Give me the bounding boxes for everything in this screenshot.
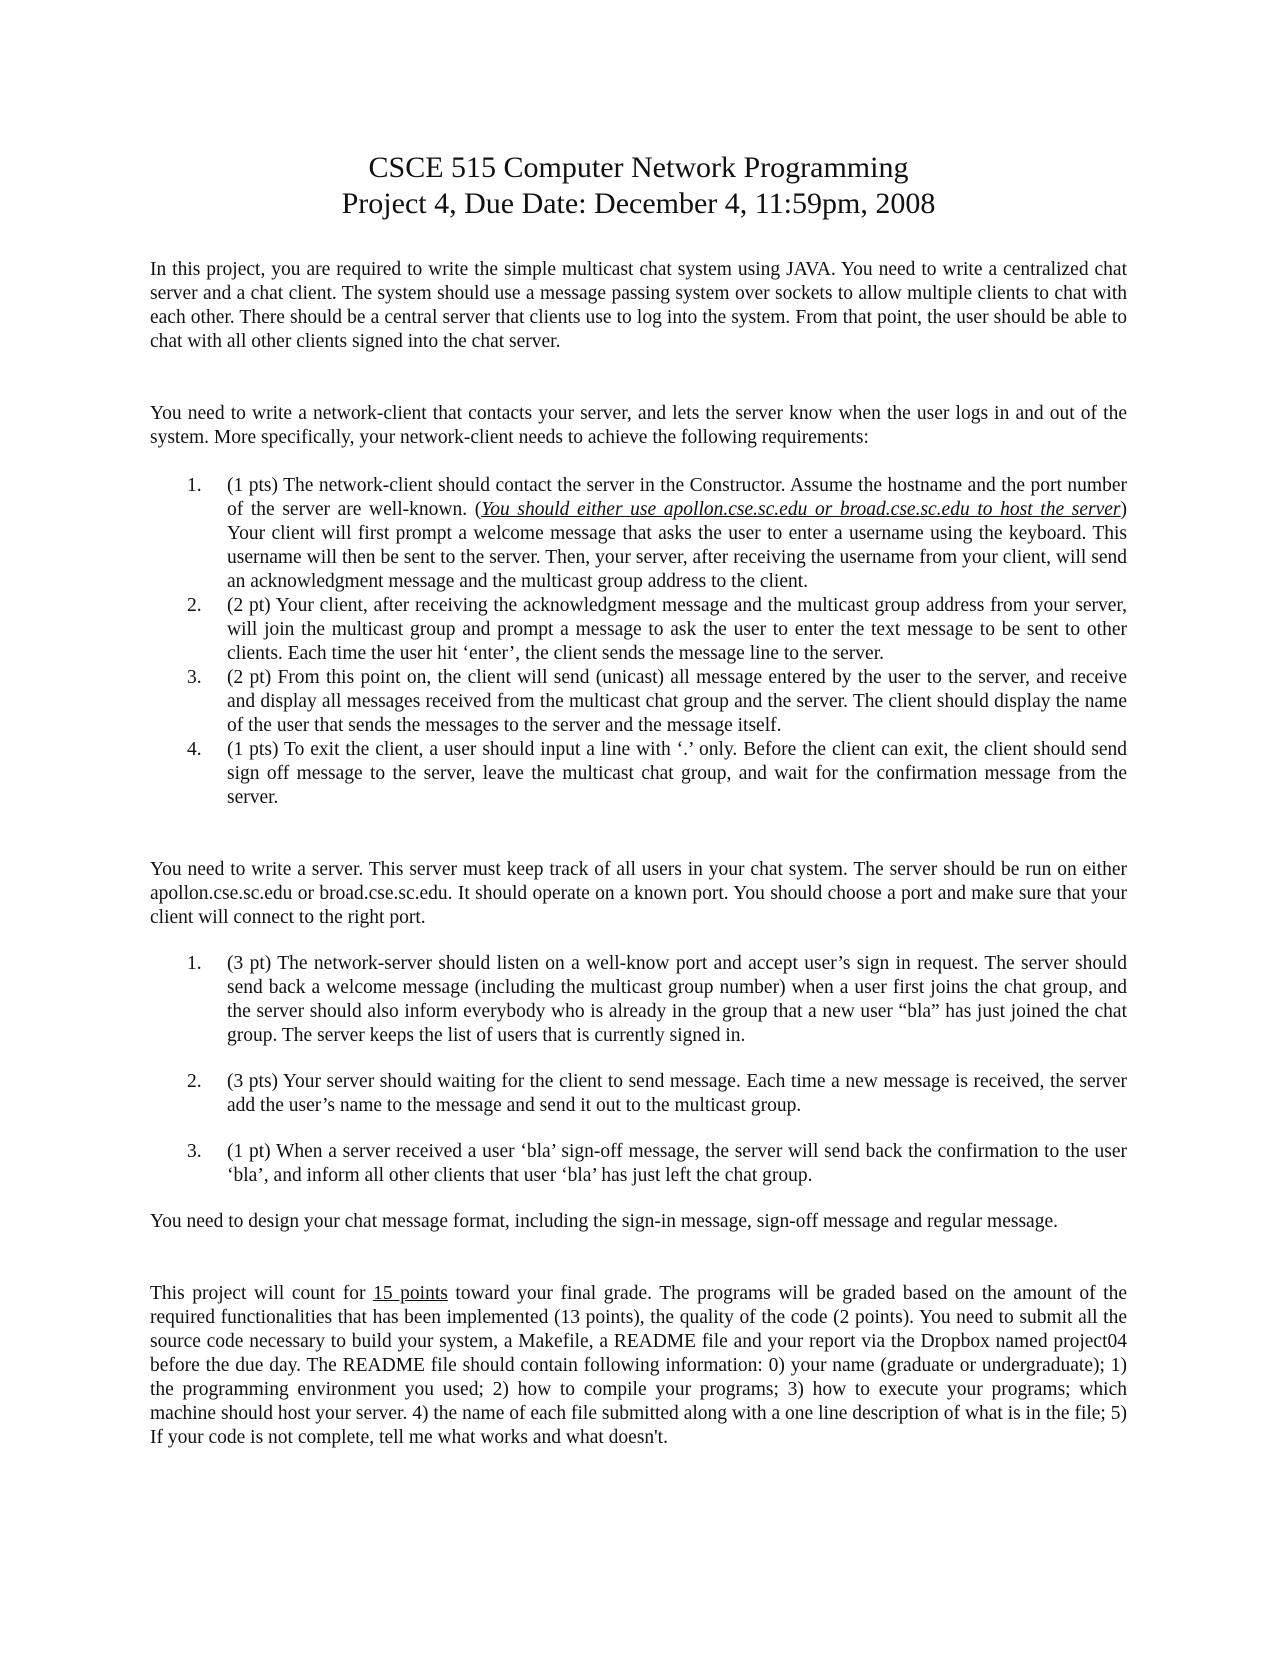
grading-paragraph <box>150 1282 1127 1450</box>
document-page <box>150 150 1127 1450</box>
grading-text-start: This project will count for <box>150 1283 374 1304</box>
list-number: 3. <box>187 667 202 688</box>
list-number: 1. <box>187 475 202 496</box>
list-item <box>150 474 1127 594</box>
list-item <box>150 666 1127 738</box>
requirement-text-start: (1 pts) The network-client should contact the server in the Constructor. Assume the hostname and the port number of the server are well-known. ( <box>227 475 1127 520</box>
document-title <box>150 150 1127 222</box>
server-requirements-list <box>150 952 1127 1188</box>
list-number: 2. <box>187 595 202 616</box>
project-due-date: Project 4, Due Date: December 4, 11:59pm, 2008 <box>341 187 936 220</box>
list-item <box>150 952 1127 1048</box>
client-intro-paragraph: You need to write a network-client that contacts your server, and lets the server know when the user logs in and out of the system. More specifically, your network-client needs to achieve the following requirements: <box>150 403 1127 448</box>
grading-text-end: toward your final grade. The programs will be graded based on the amount of the required functionalities that has been implemented (13 points), the quality of the code (2 points). You need to submit all the source code necessary to build your system, a Makefile, a README file and your report via the Dropbox named project04 before the due day. The README file should contain following information: 0) your name (graduate or undergraduate); 1) the programming environment you used; 2) how to compile your programs; 3) how to execute your programs; which machine should host your server. 4) the name of each file submitted along with a one line description of what is in the file; 5) If your code is not complete, tell me what works and what doesn't. <box>150 1283 1127 1448</box>
client-requirements-list <box>150 474 1127 810</box>
list-item <box>150 1140 1127 1188</box>
intro-paragraph: In this project, you are required to write the simple multicast chat system using JAVA. You need to write a centralized chat server and a chat client. The system should use a message passing system over sockets to allow multiple clients to chat with each other. There should be a central server that clients use to log into the system. From that point, the user should be able to chat with all other clients signed into the chat server. <box>150 259 1127 352</box>
list-item <box>150 1070 1127 1118</box>
list-item <box>150 738 1127 810</box>
requirement-text: (1 pt) When a server received a user ‘bla’ sign-off message, the server will send back the confirmation to the user ‘bla’, and inform all other clients that user ‘bla’ has just left the chat group. <box>227 1141 1127 1186</box>
requirement-text: (1 pts) To exit the client, a user should input a line with ‘.’ only. Before the client can exit, the client should send sign off message to the server, leave the multicast chat group, and wait for the confirmation message from the server. <box>227 739 1127 808</box>
grade-points: 15 points <box>373 1283 448 1304</box>
requirement-text: (3 pts) Your server should waiting for the client to send message. Each time a new message is received, the server add the user’s name to the message and send it out to the multicast group. <box>227 1071 1127 1116</box>
host-server-note: You should either use apollon.cse.sc.edu or broad.cse.sc.edu to host the server <box>481 499 1121 520</box>
requirement-text-end: ) Your client will first prompt a welcome message that asks the user to enter a username using the keyboard. This username will then be sent to the server. Then, your server, after receiving the username from your client, will send an acknowledgment message and the multicast group address to the client. <box>227 499 1127 592</box>
requirement-text: (2 pt) From this point on, the client will send (unicast) all message entered by the user to the server, and receive and display all messages received from the multicast chat group and the server. The client should display the name of the user that sends the messages to the server and the message itself. <box>227 667 1127 736</box>
requirement-text: (2 pt) Your client, after receiving the acknowledgment message and the multicast group address from your server, will join the multicast group and prompt a message to ask the user to enter the text message to be sent to other clients. Each time the user hit ‘enter’, the client sends the message line to the server. <box>227 595 1127 664</box>
message-format-paragraph: You need to design your chat message format, including the sign-in message, sign-off message and regular message. <box>150 1211 1058 1232</box>
list-number: 1. <box>187 953 202 974</box>
requirement-text: (3 pt) The network-server should listen on a well-know port and accept user’s sign in request. The server should send back a welcome message (including the multicast group number) when a user first joins the chat group, and the server should also inform everybody who is already in the group that a new user “bla” has just joined the chat group. The server keeps the list of users that is currently signed in. <box>227 953 1127 1046</box>
list-number: 3. <box>187 1141 202 1162</box>
list-item <box>150 594 1127 666</box>
list-number: 4. <box>187 739 202 760</box>
course-title: CSCE 515 Computer Network Programming <box>368 151 909 184</box>
server-intro-paragraph: You need to write a server. This server must keep track of all users in your chat system. The server should be run on either apollon.cse.sc.edu or broad.cse.sc.edu. It should operate on a known port. You should choose a port and make sure that your client will connect to the right port. <box>150 859 1127 928</box>
list-number: 2. <box>187 1071 202 1092</box>
